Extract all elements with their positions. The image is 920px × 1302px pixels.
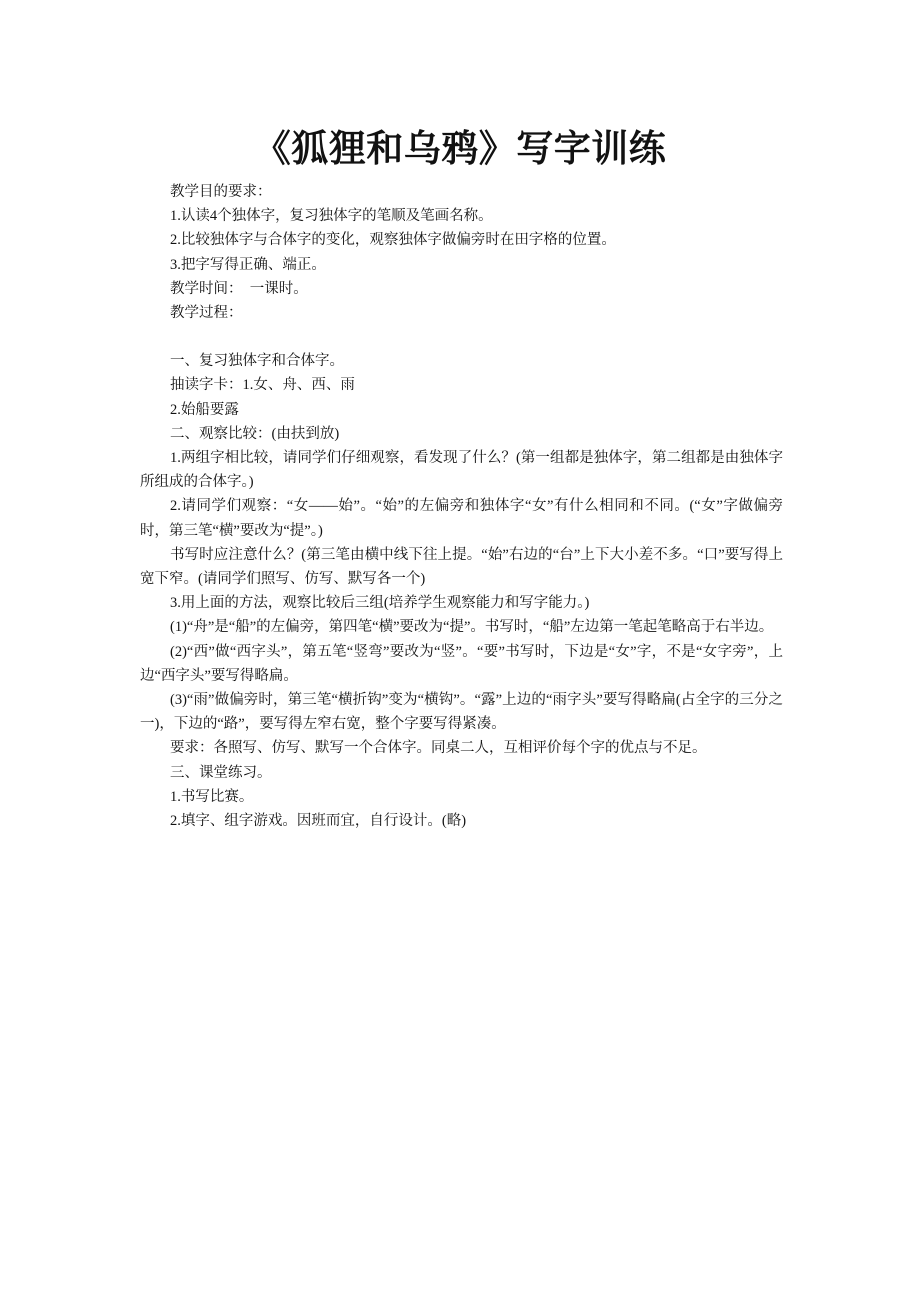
paragraph-word-cards: 抽读字卡：1.女、舟、西、雨 bbox=[170, 377, 355, 394]
blank-line bbox=[140, 325, 783, 349]
paragraph-compare-1: 1.两组字相比较，请同学们仔细观察，看发现了什么？(第一组都是独体字，第二组都是由独体字所组成的合体字。) bbox=[140, 450, 783, 491]
paragraph-section-1-heading: 一、复习独体字和合体字。 bbox=[170, 353, 344, 370]
paragraph-process-heading: 教学过程： bbox=[170, 305, 243, 322]
paragraph-word-cards-2: 2.始船要露 bbox=[170, 401, 239, 418]
paragraph-objective-3: 3.把字写得正确、端正。 bbox=[170, 256, 326, 273]
paragraph-teaching-time: 教学时间： 一课时。 bbox=[170, 280, 308, 297]
paragraph-requirement: 要求：各照写、仿写、默写一个合体字。同桌二人，互相评价每个字的优点与不足。 bbox=[170, 740, 707, 757]
paragraph-exercise-1: 1.书写比赛。 bbox=[170, 788, 254, 805]
paragraph-section-2-heading: 二、观察比较：(由扶到放) bbox=[170, 425, 340, 442]
paragraph-exercise-2: 2.填字、组字游戏。因班而宜，自行设计。(略) bbox=[170, 813, 467, 830]
paragraph-section-3-heading: 三、课堂练习。 bbox=[170, 764, 272, 781]
paragraph-compare-3: 3.用上面的方法，观察比较后三组(培养学生观察能力和写字能力。) bbox=[170, 595, 590, 612]
paragraph-writing-notes: 书写时应注意什么？(第三笔由横中线下往上提。“始”右边的“台”上下大小差不多。“口”要写得上宽下窄。(请同学们照写、仿写、默写各一个) bbox=[140, 546, 783, 588]
paragraph-item-zhou: (1)“舟”是“船”的左偏旁，第四笔“横”要改为“提”。书写时，“船”左边第一笔起笔略高于右半边。 bbox=[170, 619, 774, 636]
paragraph-item-yu: (3)“雨”做偏旁时，第三笔“横折钩”变为“横钩”。“露”上边的“雨字头”要写得略扁(占全字的三分之一)，下边的“路”，要写得左窄右宽，整个字要写得紧凑。 bbox=[140, 692, 783, 733]
paragraph-objective-1: 1.认读4个独体字，复习独体字的笔顺及笔画名称。 bbox=[170, 208, 493, 225]
paragraph-compare-2: 2.请同学们观察：“女——始”。“始”的左偏旁和独体字“女”有什么相同和不同。(“女”字做偏旁时，第三笔“横”要改为“提”。) bbox=[140, 498, 783, 539]
paragraph-item-xi: (2)“西”做“西字头”，第五笔“竖弯”要改为“竖”。“要”书写时，下边是“女”字，不是“女字旁”，上边“西字头”要写得略扁。 bbox=[140, 643, 783, 684]
document-title: 《狐狸和乌鸦》写字训练 bbox=[253, 127, 667, 170]
document-body bbox=[140, 180, 783, 833]
paragraph-objectives-heading: 教学目的要求： bbox=[170, 184, 272, 200]
paragraph-objective-2: 2.比较独体字与合体字的变化，观察独体字做偏旁时在田字格的位置。 bbox=[170, 232, 616, 249]
